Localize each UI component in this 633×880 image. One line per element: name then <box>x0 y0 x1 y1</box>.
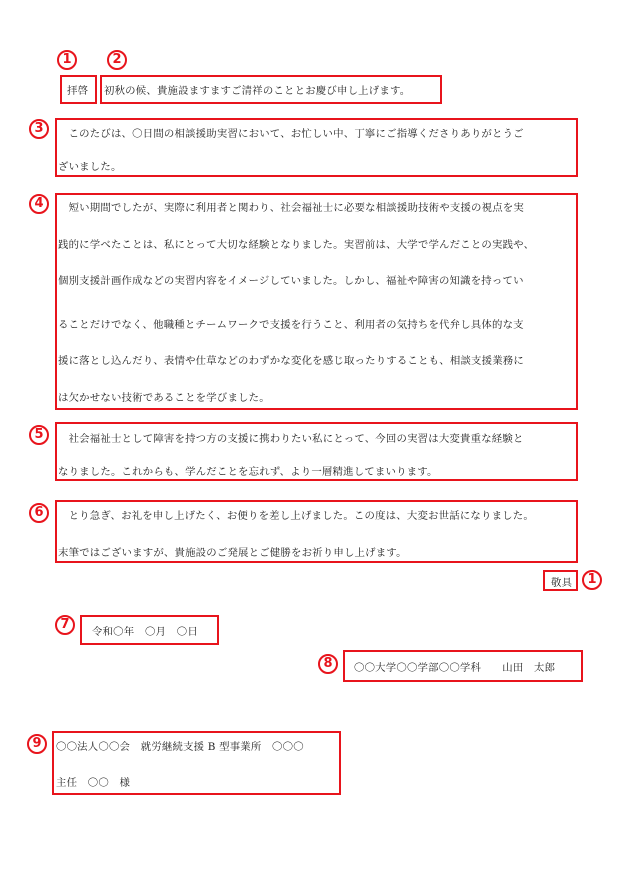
marker-4: 4 <box>29 194 49 214</box>
opening-text: 拝啓 <box>67 85 89 97</box>
marker-1-closing: 1 <box>582 570 602 590</box>
marker-9: 9 <box>27 734 47 754</box>
marker-5: 5 <box>29 425 49 445</box>
paragraph-4-box <box>55 193 578 410</box>
paragraph-4-line-4: ることだけでなく、他職種とチームワークで支援を行うこと、利用者の気持ちを代弁し具体的な支 <box>58 319 524 331</box>
paragraph-4-line-5: 援に落とし込んだり、表情や仕草などのわずかな変化を感じ取ったりすることも、相談支援業務に <box>58 355 524 367</box>
paragraph-6-line-2: 末筆ではございますが、貴施設のご発展とご健勝をお祈り申し上げます。 <box>58 547 407 559</box>
paragraph-3-line-1: このたびは、〇日間の相談援助実習において、お忙しい中、丁寧にご指導くださりありがとうご <box>58 128 524 140</box>
paragraph-4-line-6: は欠かせない技術であることを学びました。 <box>58 392 270 404</box>
marker-2-greeting: 2 <box>107 50 127 70</box>
sender-text: 〇〇大学〇〇学部〇〇学科 山田 太郎 <box>354 662 556 674</box>
paragraph-4-line-2: 践的に学べたことは、私にとって大切な経験となりました。実習前は、大学で学んだことの実践や、 <box>58 239 535 251</box>
paragraph-5-line-2: なりました。これからも、学んだことを忘れず、より一層精進してまいります。 <box>58 466 438 478</box>
marker-3: 3 <box>29 119 49 139</box>
paragraph-3-line-2: ざいました。 <box>58 161 122 173</box>
paragraph-5-line-1: 社会福祉士として障害を持つ方の支援に携わりたい私にとって、今回の実習は大変貴重な経験と <box>58 433 524 445</box>
greeting-text: 初秋の候、貴施設ますますご清祥のこととお慶び申し上げます。 <box>104 85 411 97</box>
closing-text: 敬具 <box>551 577 573 589</box>
date-text: 令和〇年 〇月 〇日 <box>92 626 198 638</box>
marker-1-opening: 1 <box>57 50 77 70</box>
paragraph-4-line-1: 短い期間でしたが、実際に利用者と関わり、社会福祉士に必要な相談援助技術や支援の視点を実 <box>58 202 524 214</box>
marker-6: 6 <box>29 503 49 523</box>
marker-7: 7 <box>55 615 75 635</box>
recipient-line-2: 主任 〇〇 様 <box>56 777 131 789</box>
paragraph-6-line-1: とり急ぎ、お礼を申し上げたく、お便りを差し上げました。この度は、大変お世話になりました。 <box>58 510 534 522</box>
paragraph-4-line-3: 個別支援計画作成などの実習内容をイメージしていました。しかし、福祉や障害の知識を持ってい <box>58 275 524 287</box>
recipient-line-1: 〇〇法人〇〇会 就労継続支援 B 型事業所 〇〇〇 <box>56 741 304 753</box>
marker-8: 8 <box>318 654 338 674</box>
